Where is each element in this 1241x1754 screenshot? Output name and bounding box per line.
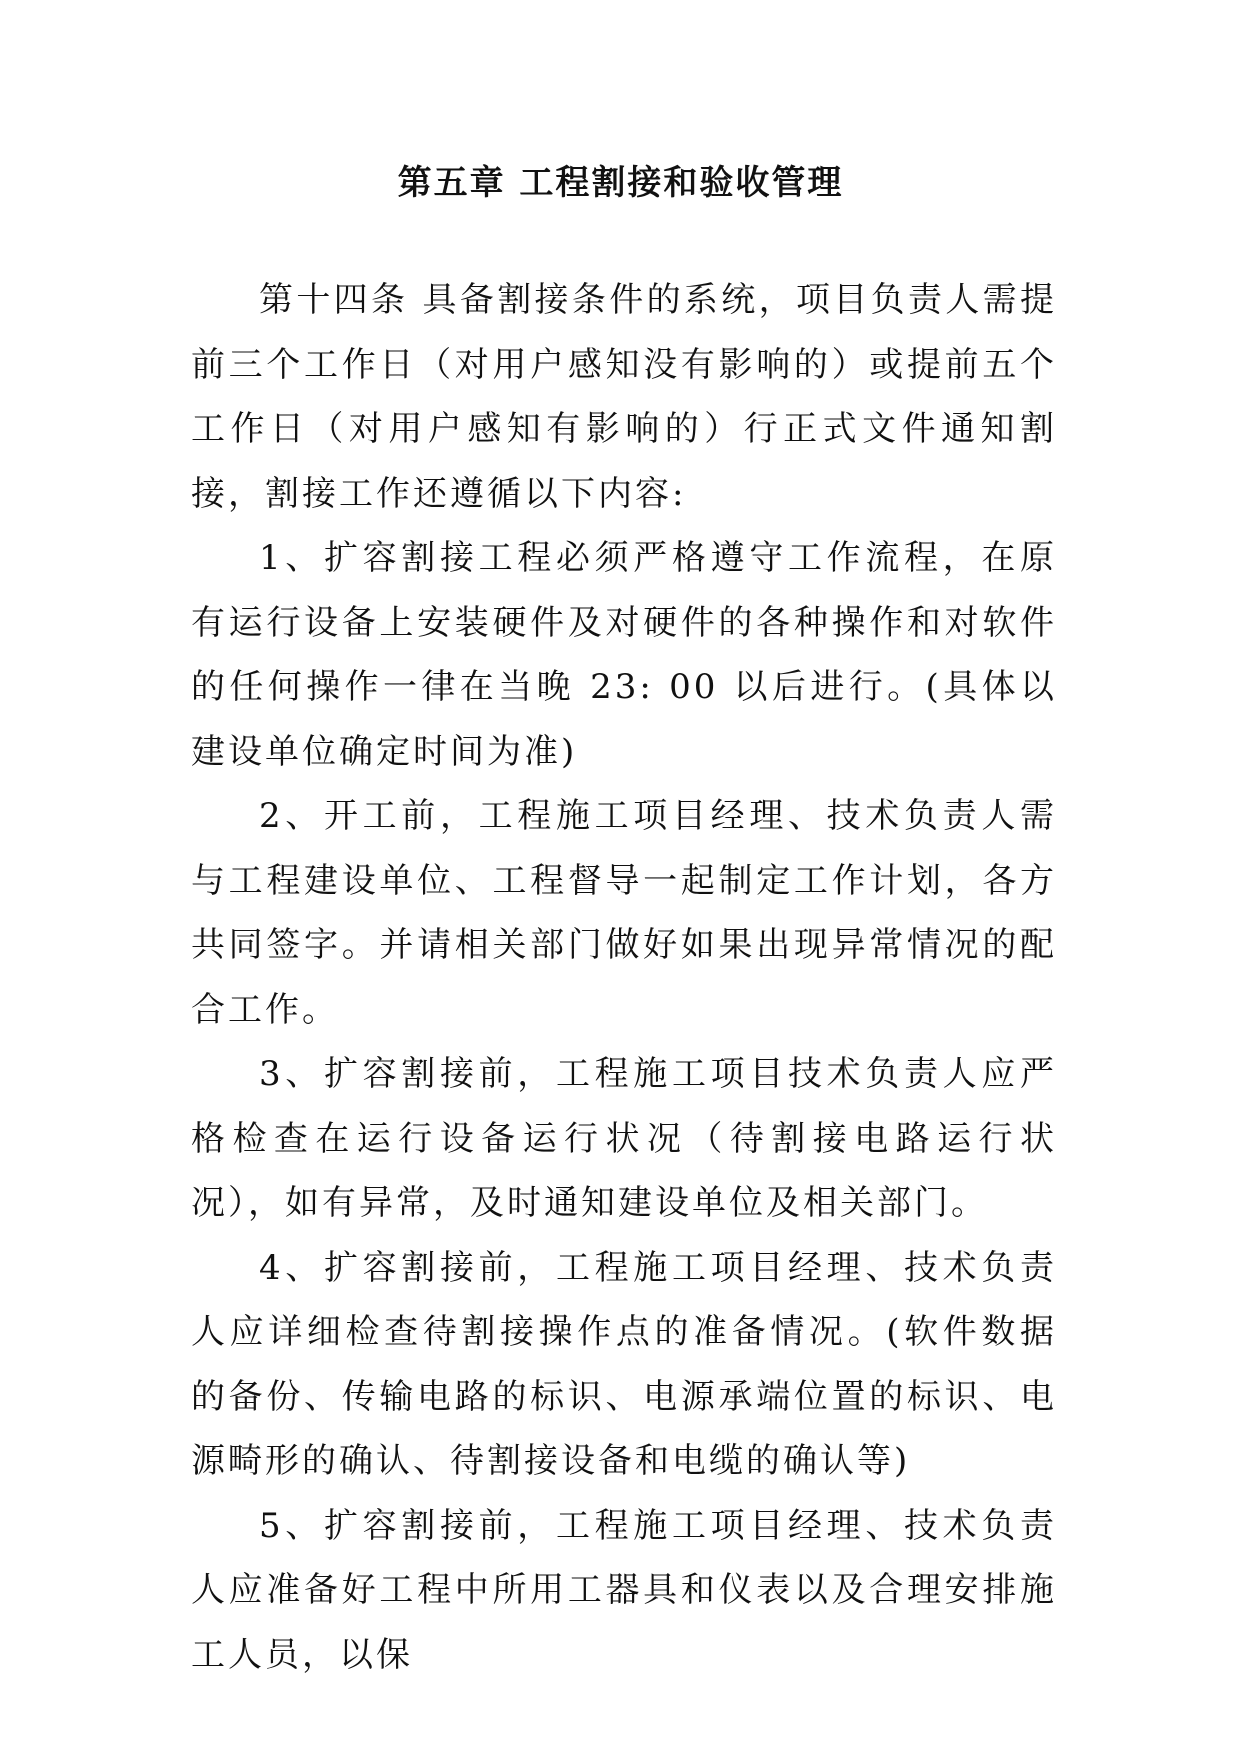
list-item-2-paragraph: 2、开工前，工程施工项目经理、技术负责人需与工程建设单位、工程督导一起制定工作计划，各方共同签字。并请相关部门做好如果出现异常情况的配合工作。 [191, 796, 1057, 1030]
list-item-5-paragraph: 5、扩容割接前，工程施工项目经理、技术负责人应准备好工程中所用工器具和仪表以及合理安排施工人员，以保 [191, 1505, 1057, 1675]
body-text [191, 268, 1057, 1687]
chapter-title: 第五章 工程割接和验收管理 [397, 163, 844, 203]
list-item-3-paragraph: 3、扩容割接前，工程施工项目技术负责人应严格检查在运行设备运行状况（待割接电路运行状况），如有异常，及时通知建设单位及相关部门。 [191, 1054, 1057, 1223]
article-14-paragraph: 第十四条 具备割接条件的系统，项目负责人需提前三个工作日（对用户感知没有影响的）或提前五个工作日（对用户感知有影响的）行正式文件通知割接，割接工作还遵循以下内容: [191, 280, 1057, 514]
list-item-1-paragraph: 1、扩容割接工程必须严格遵守工作流程，在原有运行设备上安装硬件及对硬件的各种操作和对软件的任何操作一律在当晚 23: 00 以后进行。(具体以建设单位确定时间为准) [191, 538, 1057, 772]
list-item-4-paragraph: 4、扩容割接前，工程施工项目经理、技术负责人应详细检查待割接操作点的准备情况。(软件数据的备份、传输电路的标识、电源承端位置的标识、电源畸形的确认、待割接设备和电缆的确认等) [191, 1247, 1057, 1481]
